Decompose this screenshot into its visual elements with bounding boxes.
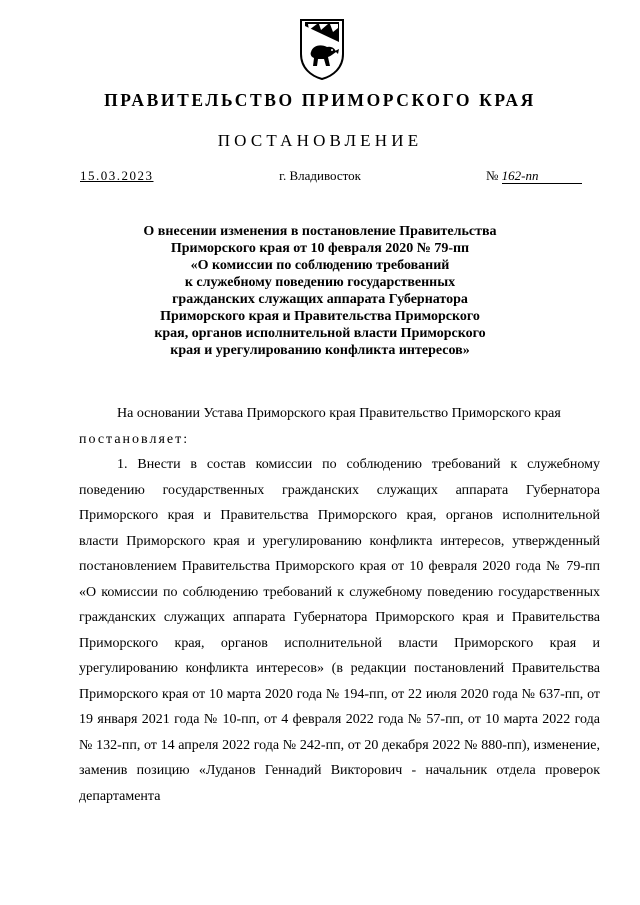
document-number [486, 168, 582, 184]
document-city: г. Владивосток [279, 168, 361, 183]
title-line: О внесении изменения в постановление Правительства [143, 224, 497, 239]
item-1-paragraph: 1. Внести в состав комиссии по соблюдению требований к служебному поведению государственных гражданских служащих аппарата Губернатора Приморского края и Правительства Приморского края, органов исполнительной власти Приморского края и урегулированию конфликта интересов, утвержденный постановлением Правительства Приморского края от 10 февраля 2020 года № 79-пп «О комиссии по соблюдению требований к служебному поведению государственных гражданских служащих аппарата Губернатора Приморского края и Правительства Приморского края, органов исполнительной власти Приморского края и урегулированию конфликта интересов» (в редакции постановлений Правительства Приморского края от 10 марта 2020 года № 194-пп, от 22 июля 2020 года № 637-пп, от 19 января 2021 года № 10-пп, от 4 февраля 2022 года № 57-пп, от 10 марта 2022 года № 132-пп, от 14 апреля 2022 года № 242-пп, от 20 декабря 2022 № 880-пп), изменение, заменив позицию «Луданов Геннадий Викторович - начальник отдела проверок департамента [79, 457, 600, 804]
document-type: ПОСТАНОВЛЕНИЕ [217, 131, 423, 150]
organization-name: ПРАВИТЕЛЬСТВО ПРИМОРСКОГО КРАЯ [104, 90, 536, 110]
title-line: края и урегулированию конфликта интересов» [170, 343, 470, 358]
document-date: 15.03.2023 [80, 168, 154, 183]
title-line: гражданских служащих аппарата Губернатора [172, 292, 468, 307]
title-line: Приморского края и Правительства Приморского [160, 309, 480, 324]
coat-of-arms-icon [297, 16, 347, 80]
number-prefix: № [486, 168, 499, 183]
document-title [120, 223, 520, 359]
title-line: к служебному поведению государственных [184, 275, 456, 290]
title-line: Приморского края от 10 февраля 2020 № 79-пп [170, 241, 470, 256]
title-line: «О комиссии по соблюдению требований [190, 258, 450, 273]
number-value: 162-пп [502, 169, 582, 184]
resolves-word: постановляет: [79, 431, 190, 447]
document-body [79, 401, 600, 809]
intro-paragraph: На основании Устава Приморского края Правительство Приморского края [117, 406, 561, 421]
title-line: края, органов исполнительной власти Приморского [154, 326, 486, 341]
